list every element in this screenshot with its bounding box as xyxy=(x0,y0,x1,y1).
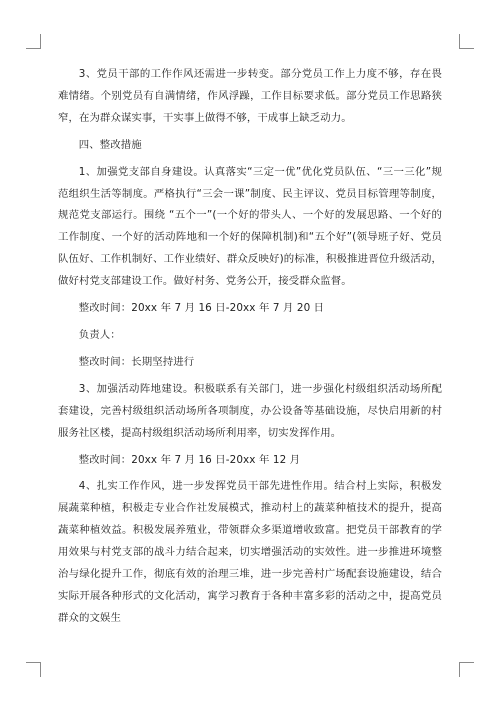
crop-mark-bottom-right xyxy=(459,662,474,677)
rectification-time-2: 整改时间：长期坚持进行 xyxy=(78,355,195,368)
paragraph-work-style-improvement: 4、扎实工作作风，进一步发挥党员干部先进性作用。结合村上实际，积极发展蔬菜种植，积极走专业合作社发展模式，推动村上的蔬菜种植技术的提升，提高蔬菜种植效益。积极发展养殖业，带领群众多渠道增收致富。把党员干部教育的学用效果与村党支部的战斗力结合起来，切实增强活动的实效性。进一步推进环境整治与绿化提升工作，彻底有效的治理三堆，进一步完善村广场配套设施建设，结合实际开展各种形式的文化活动，寓学习教育于各种丰富多彩的活动之中，提高党员群众的文娱生 xyxy=(58,480,442,624)
paragraph-work-style-issue: 3、党员干部的工作作风还需进一步转变。部分党员工作上力度不够，存在畏难情绪。个别党员有自满情绪，作风浮躁，工作目标要求低。部分党员工作思路狭窄，在为群众谋实事，干实事上做得不够，干成事上缺乏动力。 xyxy=(58,68,442,124)
crop-mark-bottom-left xyxy=(26,662,41,677)
rectification-time-3: 整改时间：20xx 年 7 月 16 日-20xx 年 12 月 xyxy=(78,453,301,466)
paragraph-activity-venue: 3、加强活动阵地建设。积极联系有关部门，进一步强化村级组织活动场所配套建设，完善村级组织活动场所各项制度，办公设备等基础设施，尽快启用新的村服务社区楼，提高村级组织活动场所利用率，切实发挥作用。 xyxy=(58,382,442,439)
crop-mark-top-left xyxy=(26,34,41,49)
rectification-time-1: 整改时间：20xx 年 7 月 16 日-20xx 年 7 月 20 日 xyxy=(78,302,325,315)
paragraph-branch-construction: 1、加强党支部自身建设。认真落实“三定一优”优化党员队伍、“三一三化”规范组织生活等制度。严格执行“三会一课”制度、民主评议、党员目标管理等制度，规范党支部运行。围绕 “五个一”(一个好的带头人、一个好的发展思路、一个好的工作制度、一个好的活动阵地和一个好的保障机制)和“五个好”(领导班子好、党员队伍好、工作机制好、工作业绩好、群众反映好)的标准，积极推进晋位升级活动，做好村党支部建设工作。做好村务、党务公开，接受群众监督。 xyxy=(58,165,442,288)
responsible-person: 负责人： xyxy=(78,328,121,341)
crop-mark-top-right xyxy=(459,34,474,49)
section-heading-rectification: 四、整改措施 xyxy=(78,138,142,151)
document-body xyxy=(58,64,442,630)
